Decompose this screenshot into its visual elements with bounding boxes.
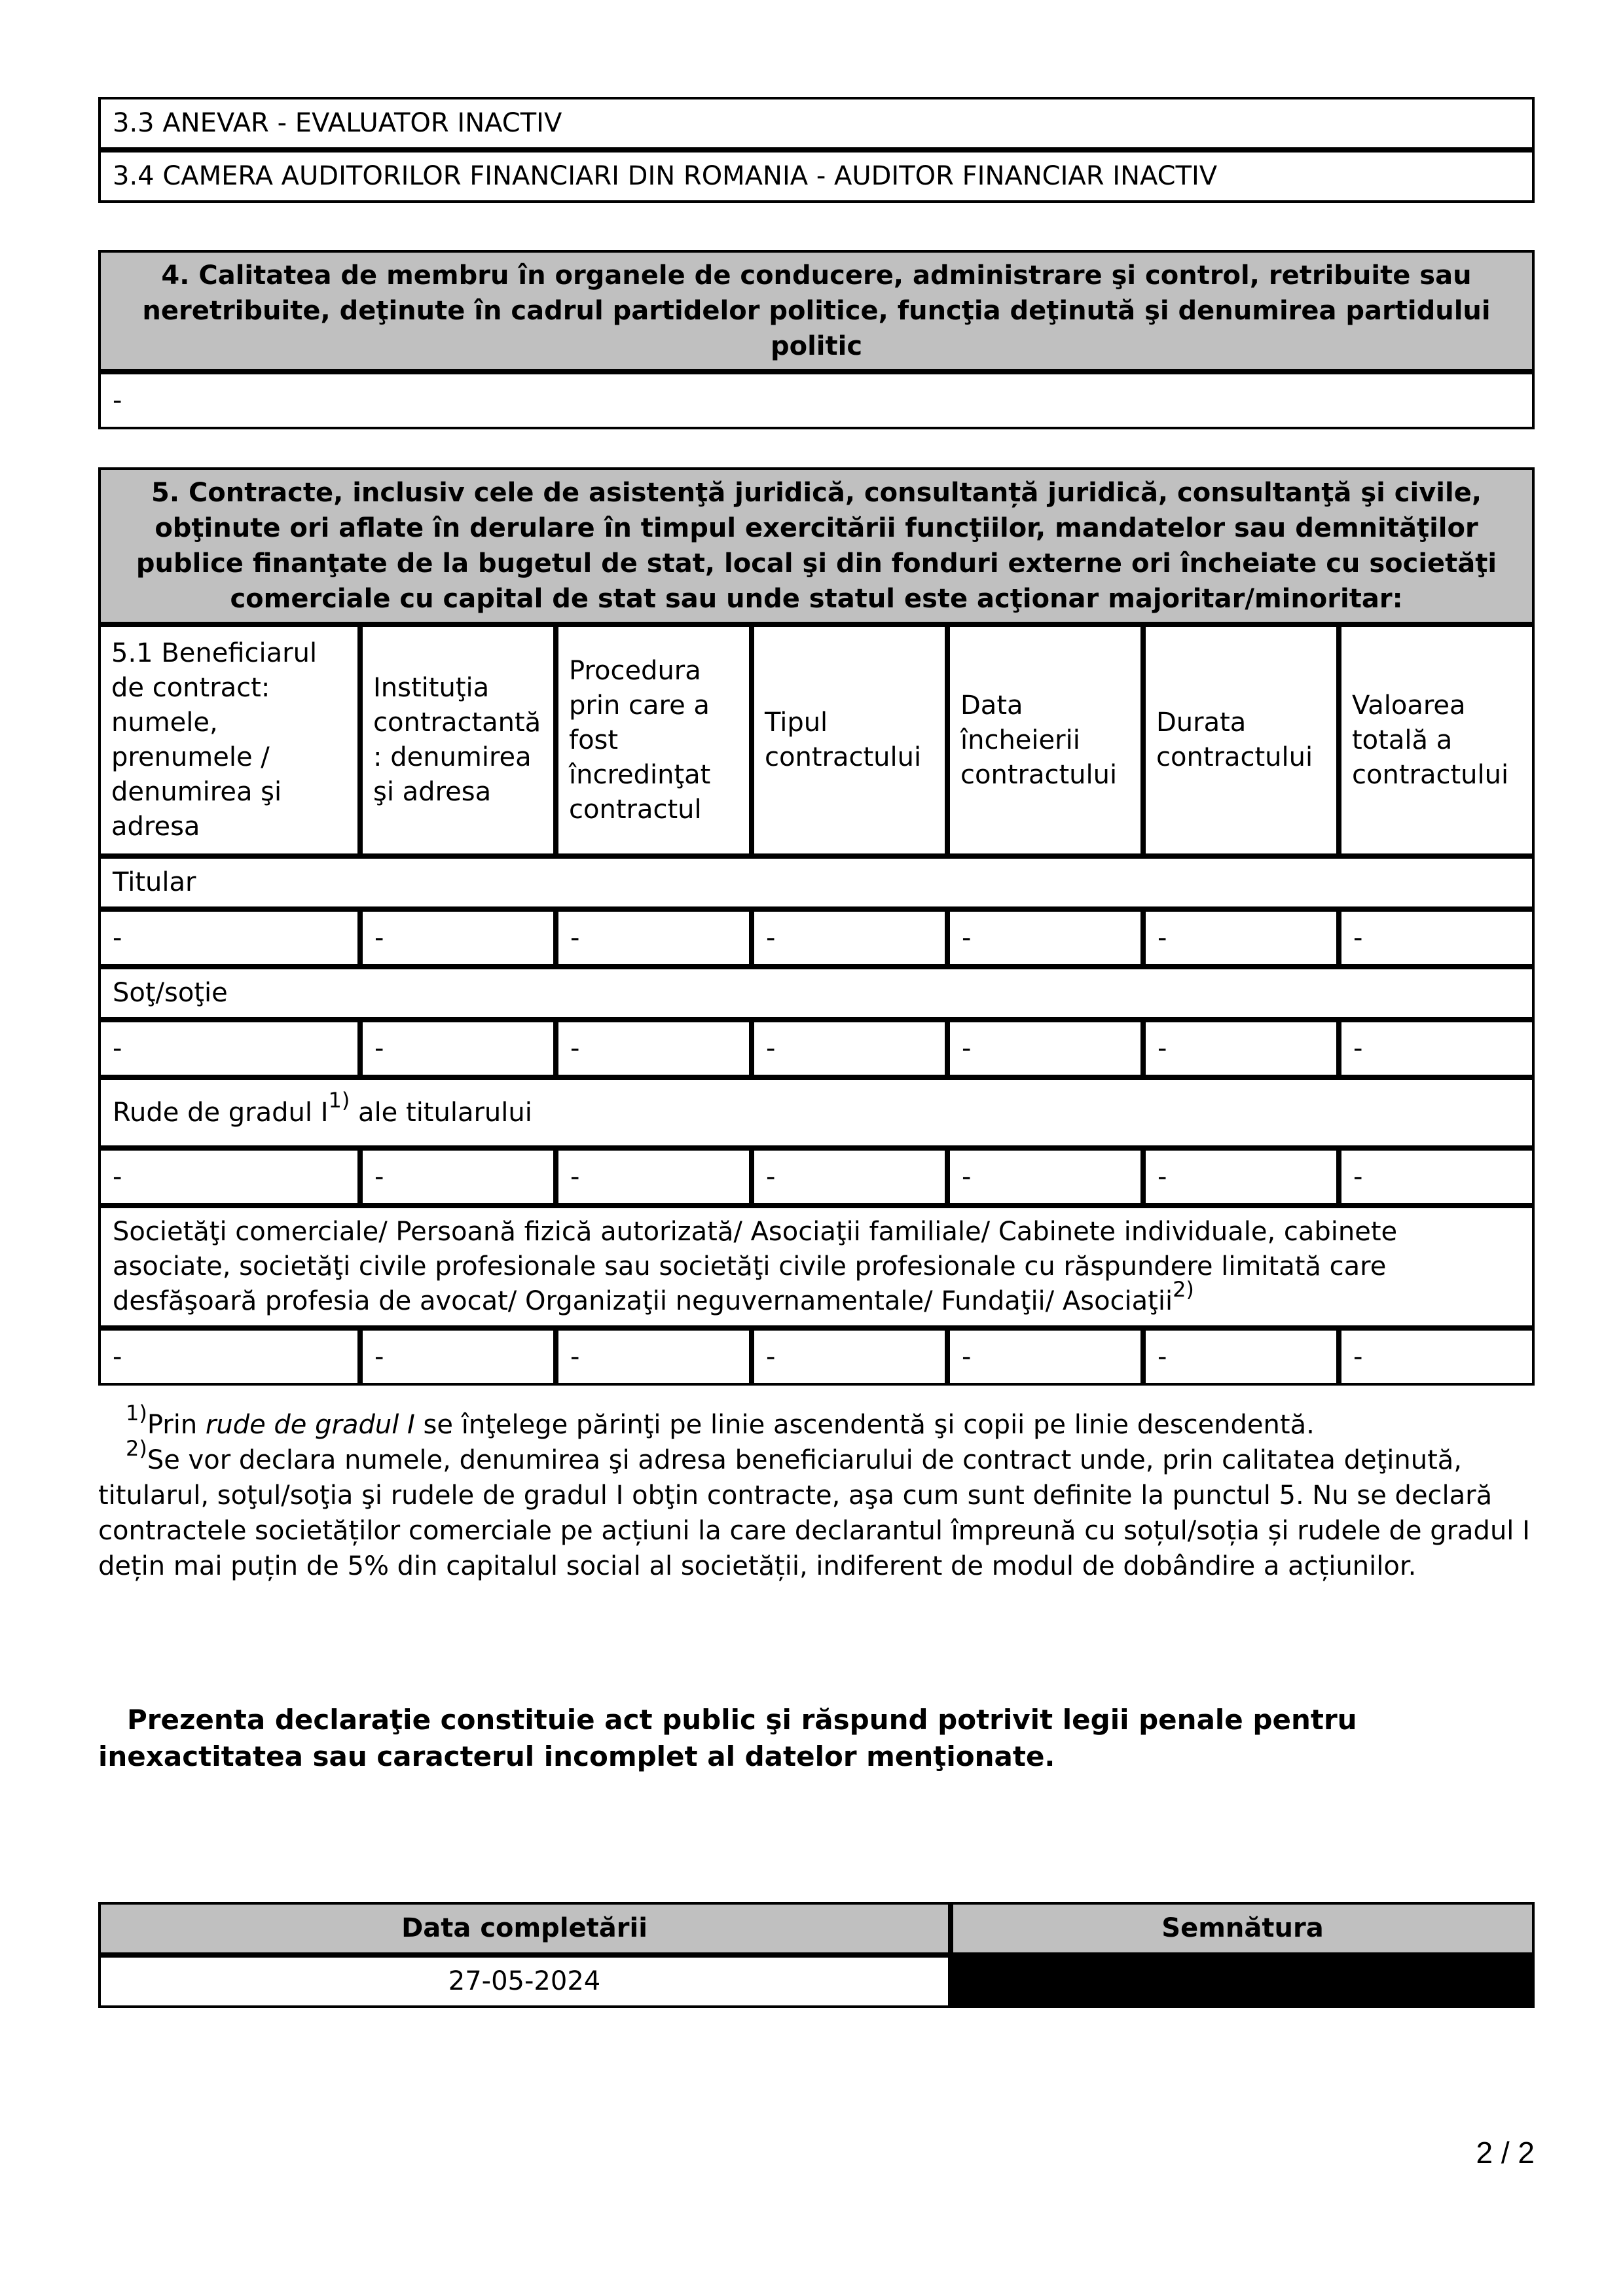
- table-cell: -: [752, 1328, 947, 1386]
- column-header: Procedura prin care a fost încredinţat contractul: [556, 624, 752, 856]
- signature-redacted: [951, 1955, 1535, 2008]
- section-5-title: 5. Contracte, inclusiv cele de asistenţă juridică, consultanță juridică, consultanţă şi civile, obţinute ori aflate în derulare în timpul exercitării funcţiilor, mandatelor sau demnităţilor publice finanţate de la bugetul de stat, local şi din fonduri externe ori încheiate cu societăţi comerciale cu capital de stat sau unde statul este acţionar majoritar/minoritar:: [98, 467, 1535, 624]
- table-cell: -: [1339, 1020, 1535, 1077]
- declaration-text: Prezenta declaraţie constituie act public şi răspund potrivit legii penale pentru inexactitatea sau caracterul incomplet al datelor menţionate.: [98, 1704, 1357, 1772]
- table-cell: -: [98, 909, 360, 967]
- table-cell: -: [360, 909, 556, 967]
- table-cell: -: [556, 909, 752, 967]
- table-cell: -: [1339, 1148, 1535, 1206]
- column-header: Instituţia contractantă : denumirea şi adresa: [360, 624, 556, 856]
- group-label-titular: Titular: [98, 856, 1535, 909]
- table-cell: -: [556, 1328, 752, 1386]
- table-cell: -: [1143, 1328, 1339, 1386]
- table-cell: -: [98, 1020, 360, 1077]
- signature-table: [98, 1902, 1535, 2008]
- footnote-2: $^{2)}$Se vor declara numele, denumirea şi adresa beneficiarului de contract unde, prin calitatea deţinută, titularul, soţul/soţia şi rudele de gradul I obţin contracte, aşa cum sunt definite la punctul 5. Nu se declară contractele societăților comerciale pe acțiuni la care declarantul împreună cu soțul/soția și rudele de gradul I dețin mai puțin de 5% din capitalul social al societății, indiferent de modul de dobândire a acțiunilor.: [98, 1435, 1530, 1581]
- table-cell: -: [98, 1328, 360, 1386]
- footnote-1: $^{1)}$Prin rude de gradul I se înţelege părinţi pe linie ascendentă şi copii pe linie descendentă.: [126, 1400, 1315, 1440]
- table-cell: -: [947, 1148, 1143, 1206]
- section-3-row: 3.4 CAMERA AUDITORILOR FINANCIARI DIN ROMANIA - AUDITOR FINANCIAR INACTIV: [98, 150, 1535, 203]
- section-4-value: -: [98, 372, 1535, 429]
- group-label-relatives: Rude de gradul $I^{1)}$ ale titularului: [98, 1077, 1535, 1148]
- table-cell: -: [1339, 909, 1535, 967]
- page-number: 2 / 2: [1476, 2136, 1535, 2170]
- table-cell: -: [1143, 1020, 1339, 1077]
- table-cell: -: [1143, 909, 1339, 967]
- section-3-table: [98, 97, 1535, 203]
- table-cell: -: [360, 1020, 556, 1077]
- table-cell: -: [947, 1328, 1143, 1386]
- section-4-title: 4. Calitatea de membru în organele de conducere, administrare şi control, retribuite sau neretribuite, deţinute în cadrul partidelor politice, funcţia deţinută şi denumirea partidului politic: [98, 250, 1535, 372]
- table-cell: -: [556, 1148, 752, 1206]
- table-cell: -: [947, 1020, 1143, 1077]
- table-cell: -: [1143, 1148, 1339, 1206]
- column-header: Tipul contractului: [752, 624, 947, 856]
- table-cell: -: [752, 1020, 947, 1077]
- date-value: 27-05-2024: [98, 1955, 951, 2008]
- table-cell: -: [947, 909, 1143, 967]
- section-4-table: [98, 250, 1535, 429]
- table-cell: -: [752, 909, 947, 967]
- table-cell: -: [556, 1020, 752, 1077]
- table-cell: -: [360, 1328, 556, 1386]
- section-5-table: [98, 467, 1535, 1386]
- table-cell: -: [98, 1148, 360, 1206]
- group-label-companies: Societăţi comerciale/ Persoană fizică autorizată/ Asociaţii familiale/ Cabinete individuale, cabinete asociate, societăţi civile profesionale sau societăţi civile profesionale cu răspundere limitată care desfăşoară profesia de avocat/ Organizaţii neguvernamentale/ Fundaţii/ Asociaţii$^{2)}$: [98, 1206, 1535, 1328]
- date-label: Data completării: [98, 1902, 951, 1955]
- group-label-spouse: Soţ/soţie: [98, 967, 1535, 1020]
- column-header: Data încheierii contractului: [947, 624, 1143, 856]
- column-header: Valoarea totală a contractului: [1339, 624, 1535, 856]
- footnotes: [98, 1400, 1535, 1584]
- table-cell: -: [752, 1148, 947, 1206]
- column-header: 5.1 Beneficiarul de contract: numele, prenumele / denumirea şi adresa: [98, 624, 360, 856]
- section-3-row: 3.3 ANEVAR - EVALUATOR INACTIV: [98, 97, 1535, 150]
- table-cell: -: [360, 1148, 556, 1206]
- column-header: Durata contractului: [1143, 624, 1339, 856]
- signature-label: Semnătura: [951, 1902, 1535, 1955]
- table-cell: -: [1339, 1328, 1535, 1386]
